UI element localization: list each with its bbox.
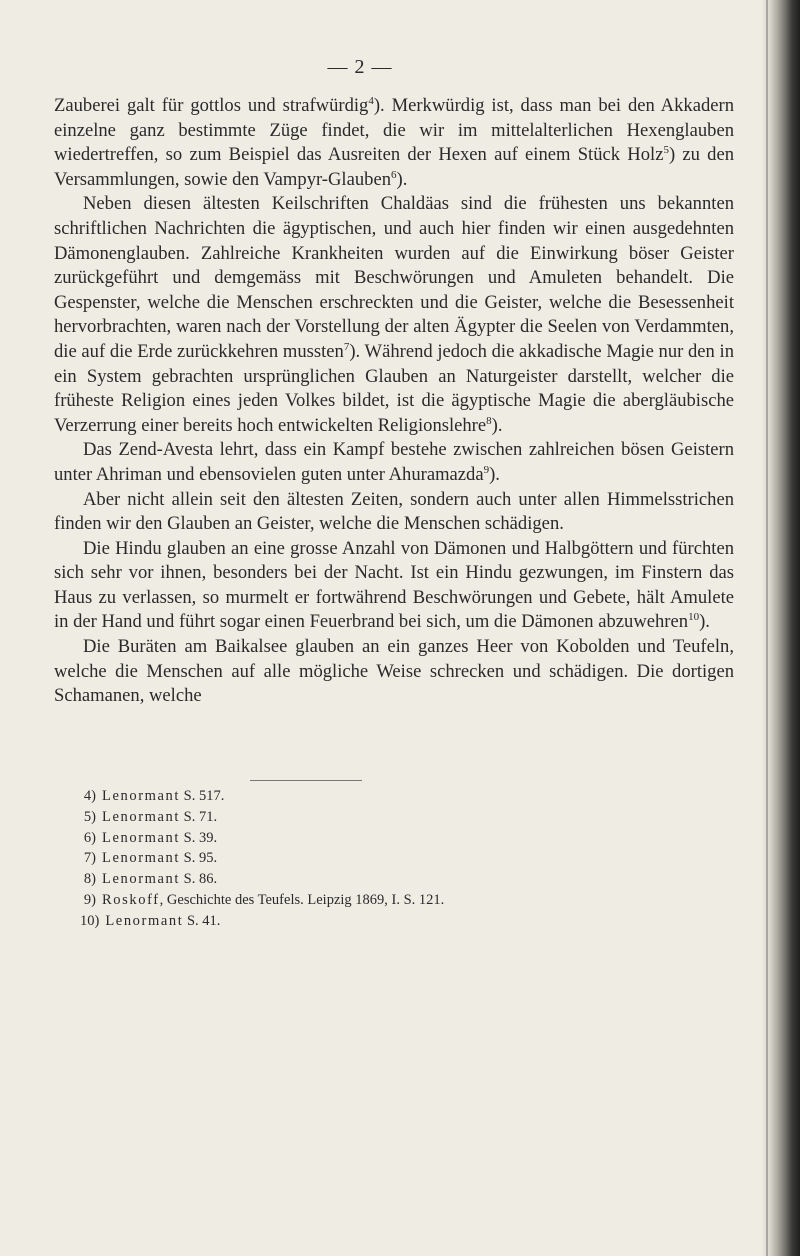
footnote-mark: 7) <box>83 850 96 867</box>
footnote-author: Lenormant <box>102 788 181 804</box>
body-text <box>54 94 734 709</box>
footnote-author: Lenormant <box>102 808 181 825</box>
footnote-reference: 6 <box>391 168 397 181</box>
footnote <box>80 828 720 849</box>
footnote-reference: 8 <box>486 414 492 427</box>
paragraph-text: ). <box>699 611 710 633</box>
footnote-citation: S. 517. <box>180 788 225 804</box>
footnote-citation: S. 41. <box>183 912 221 929</box>
footnote-mark: 8) <box>83 871 96 888</box>
footnote-mark: 10) <box>80 912 100 929</box>
footnote-reference: 5 <box>663 144 669 156</box>
paragraph <box>54 537 734 635</box>
footnote <box>80 848 720 869</box>
paragraph-text: ). <box>489 463 500 485</box>
page-number: — 2 — <box>327 56 393 78</box>
footnote-mark: 4) <box>83 788 96 804</box>
binding-shadow-line <box>766 0 768 1256</box>
footnote-author: Roskoff <box>102 891 160 908</box>
footnote <box>80 890 720 911</box>
footnote-reference: 7 <box>343 340 350 353</box>
paragraph-text: Die Hindu glauben an eine grosse Anzahl von Dämonen und Halbgöttern und fürchten sich sehr vor ihnen, besonders bei der Nacht. Ist ein Hindu gezwungen, im Finstern das Haus zu verlassen, so murmelt er fortwährend Beschwörungen und Gebete, hält Amulete in der Hand und führt sogar einen Feuerbrand bei sich, um die Dämonen abzuwehren <box>54 537 734 633</box>
paragraph-text: ). Merkwürdig ist, dass man bei den Akkadern einzelne ganz bestimmte Züge findet, die wir im mittelalterlichen Hexenglauben wiedertreffen, so zum Beispiel das Ausreiten der Hexen auf einem Stück Holz <box>54 95 734 166</box>
footnote-author: Lenormant <box>102 871 181 888</box>
footnote <box>80 911 720 932</box>
footnote-reference: 10 <box>688 611 700 624</box>
footnote <box>80 869 720 890</box>
footnote-citation: S. 86. <box>180 871 218 888</box>
footnote-citation: , Geschichte des Teufels. Leipzig 1869, I. S. 121. <box>159 891 445 908</box>
paragraph-text: Zauberei galt für gottlos und strafwürdig <box>54 95 369 116</box>
paragraph-text: ). <box>491 414 503 436</box>
paragraph <box>54 438 734 487</box>
footnote-citation: S. 39. <box>180 829 218 846</box>
paragraph <box>54 94 734 192</box>
footnote-separator <box>250 780 362 781</box>
paragraph <box>54 488 734 537</box>
paragraph-text: Das Zend-Avesta lehrt, dass ein Kampf bestehe zwischen zahlreichen bösen Geistern unter Ahriman und ebensovielen guten unter Ahuramazda <box>54 439 734 485</box>
footnote-mark: 9) <box>83 891 96 908</box>
footnote-reference: 9 <box>483 463 490 476</box>
footnotes <box>80 786 720 932</box>
paragraph <box>54 635 734 709</box>
footnote <box>80 807 720 828</box>
footnote-author: Lenormant <box>102 850 181 867</box>
paragraph <box>54 192 734 438</box>
paragraph-text: Die Buräten am Baikalsee glauben an ein ganzes Heer von Kobolden und Teufeln, welche die Menschen auf alle mögliche Weise schrecken und schädigen. Die dortigen Schamanen, welche <box>54 636 734 707</box>
footnote <box>80 786 720 807</box>
footnote-reference: 4 <box>368 94 374 107</box>
paragraph-text: Aber nicht allein seit den ältesten Zeiten, sondern auch unter allen Himmelsstrichen finden wir den Glauben an Geister, welche die Menschen schädigen. <box>54 488 734 535</box>
footnote-citation: S. 95. <box>180 850 218 867</box>
footnote-mark: 6) <box>83 829 96 846</box>
footnote-author: Lenormant <box>102 829 181 846</box>
paragraph-text: Neben diesen ältesten Keilschriften Chaldäas sind die frühesten uns bekannten schriftlichen Nachrichten die ägyptischen, und auch hier finden wir einen ausgedehnten Dämonenglauben. Zahlreiche Krankheiten wurden auf die Einwirkung böser Geister zurückgeführt und demgemäss mit Beschwörungen und Amuleten behandelt. Die Gespenster, welche die Menschen erschreckten und die Geister, welche die Besessenheit hervorbrachten, waren nach der Vorstellung der alten Ägypter die Seelen von Verdammten, die auf die Erde zurückkehren mussten <box>54 193 734 362</box>
footnote-mark: 5) <box>83 808 96 825</box>
paragraph-text: ). <box>396 168 408 190</box>
footnote-citation: S. 71. <box>180 808 218 825</box>
paragraph-text: ). Während jedoch die akkadische Magie nur den in ein System gebrachten ursprünglichen Glauben an Naturgeister darstellt, welcher die früheste Religion eines jeden Volkes bildet, ist die ägyptische Magie die abergläubische Verzerrung einer bereits hoch entwickelten Religionslehre <box>54 340 734 436</box>
footnote-author: Lenormant <box>105 912 184 929</box>
paragraph-text: ) zu den Versammlungen, sowie den Vampyr-Glauben <box>54 144 735 190</box>
